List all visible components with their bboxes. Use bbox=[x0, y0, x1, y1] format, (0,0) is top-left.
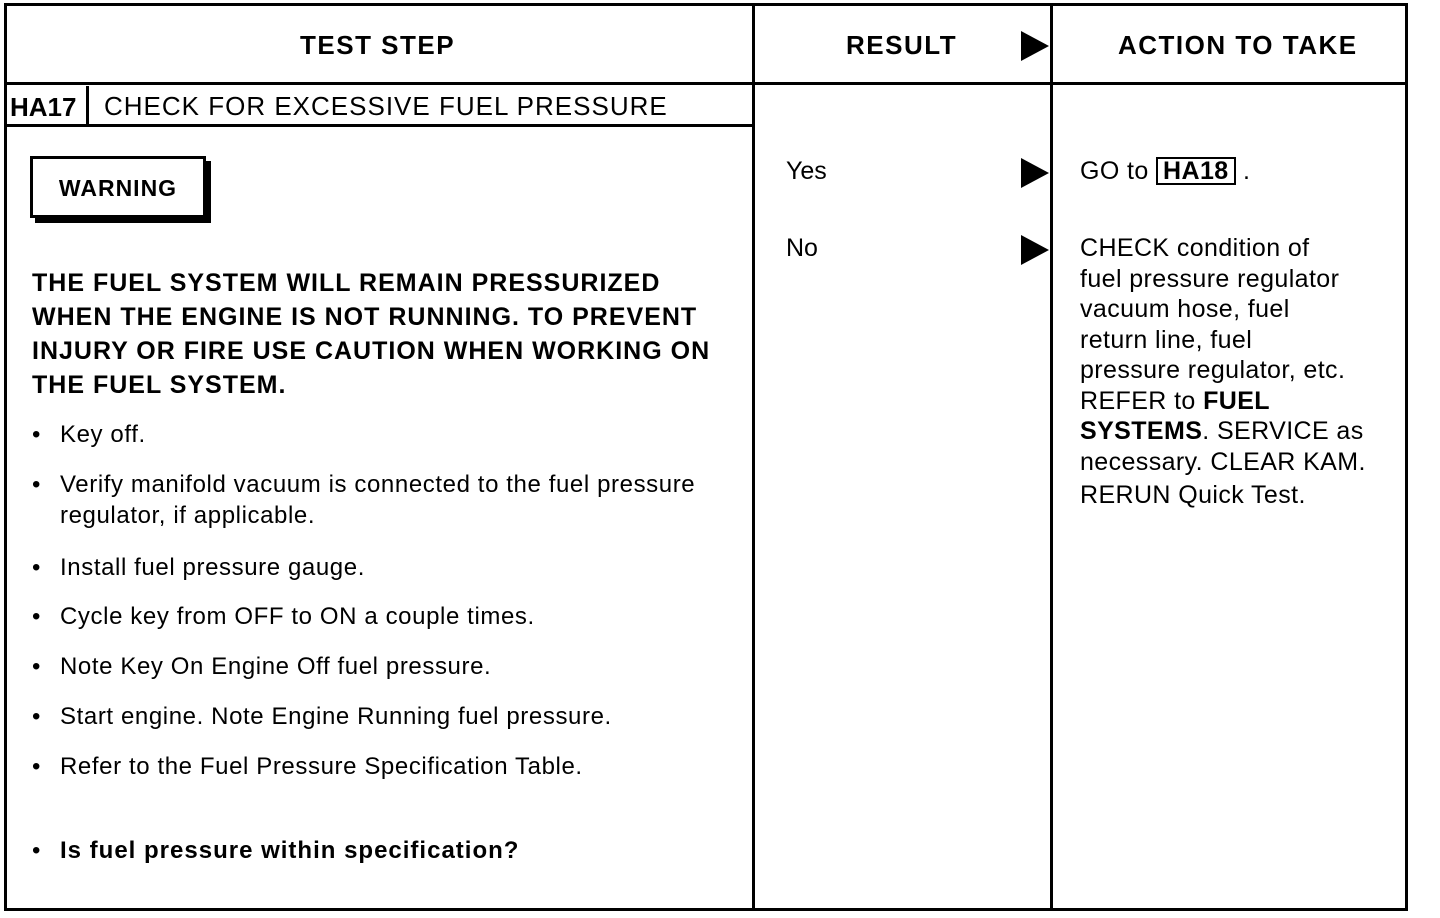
reference-systems: SYSTEMS bbox=[1080, 417, 1203, 445]
action-no-line: fuel pressure regulator bbox=[1080, 264, 1340, 293]
step-reference-ha18: HA18 bbox=[1156, 157, 1236, 185]
bullet-dot-icon: • bbox=[32, 603, 41, 630]
bullet-dot-icon: • bbox=[32, 703, 41, 730]
action-no-line bbox=[1080, 416, 1400, 447]
bullet-dot-icon: • bbox=[32, 554, 41, 581]
column-divider-action bbox=[1050, 3, 1053, 911]
list-item-text: Cycle key from OFF to ON a couple times. bbox=[60, 603, 535, 630]
reference-fuel: FUEL bbox=[1203, 386, 1270, 415]
list-item bbox=[32, 751, 720, 782]
list-item-text: Key off. bbox=[60, 421, 146, 448]
list-item bbox=[32, 469, 720, 531]
warning-label: WARNING bbox=[58, 175, 178, 201]
list-item bbox=[32, 419, 720, 450]
bullet-dot-icon: • bbox=[32, 753, 41, 780]
list-item bbox=[32, 552, 720, 583]
list-item-text: Start engine. Note Engine Running fuel pressure. bbox=[60, 703, 612, 730]
list-item-text: Is fuel pressure within specification? bbox=[60, 837, 520, 864]
arrow-right-icon bbox=[1021, 158, 1049, 188]
arrow-right-icon bbox=[1021, 31, 1049, 61]
list-item-question bbox=[32, 835, 720, 866]
action-yes-prefix: GO to bbox=[1080, 157, 1149, 185]
list-item-text: Note Key On Engine Off fuel pressure. bbox=[60, 653, 492, 680]
action-no bbox=[1080, 233, 1400, 511]
list-item bbox=[32, 701, 720, 732]
step-title: CHECK FOR EXCESSIVE FUEL PRESSURE bbox=[104, 91, 668, 121]
header-rule bbox=[4, 82, 1408, 85]
bullet-dot-icon: • bbox=[32, 421, 41, 448]
result-yes: Yes bbox=[786, 157, 827, 185]
action-no-refer: REFER to bbox=[1080, 386, 1196, 415]
header-result: RESULT bbox=[846, 30, 958, 60]
bullet-dot-icon: • bbox=[32, 653, 41, 680]
list-item bbox=[32, 601, 720, 632]
action-no-line: pressure regulator, etc. bbox=[1080, 356, 1346, 384]
action-yes-suffix: . bbox=[1242, 157, 1251, 185]
action-no-line: necessary. CLEAR KAM. bbox=[1080, 447, 1366, 476]
list-item bbox=[32, 651, 720, 682]
header-action: ACTION TO TAKE bbox=[1118, 30, 1358, 60]
bullet-dot-icon: • bbox=[32, 837, 41, 864]
action-no-line bbox=[1080, 386, 1400, 417]
action-no-line: vacuum hose, fuel bbox=[1080, 295, 1290, 323]
header-test-step: TEST STEP bbox=[300, 30, 456, 60]
warning-box bbox=[30, 156, 206, 218]
step-title-rule bbox=[4, 124, 754, 127]
action-yes bbox=[1080, 156, 1400, 187]
bullet-dot-icon: • bbox=[32, 471, 41, 498]
action-no-line: return line, fuel bbox=[1080, 325, 1253, 354]
action-no-line: CHECK condition of bbox=[1080, 234, 1310, 262]
action-no-line: RERUN Quick Test. bbox=[1080, 481, 1306, 509]
list-item-text: Refer to the Fuel Pressure Specification Table. bbox=[60, 753, 583, 780]
column-divider-result bbox=[752, 3, 755, 911]
warning-text: THE FUEL SYSTEM WILL REMAIN PRESSURIZED WHEN THE ENGINE IS NOT RUNNING. TO PREVENT INJURY OR FIRE USE CAUTION WHEN WORKING ON THE FUEL SYSTEM. bbox=[32, 269, 711, 399]
result-no: No bbox=[786, 234, 818, 262]
arrow-right-icon bbox=[1021, 235, 1049, 265]
list-item-text: Install fuel pressure gauge. bbox=[60, 554, 365, 581]
action-no-service: . SERVICE as bbox=[1202, 417, 1364, 445]
step-id: HA17 bbox=[10, 92, 77, 122]
list-item-text: Verify manifold vacuum is connected to the fuel pressure regulator, if applicable. bbox=[60, 471, 696, 529]
